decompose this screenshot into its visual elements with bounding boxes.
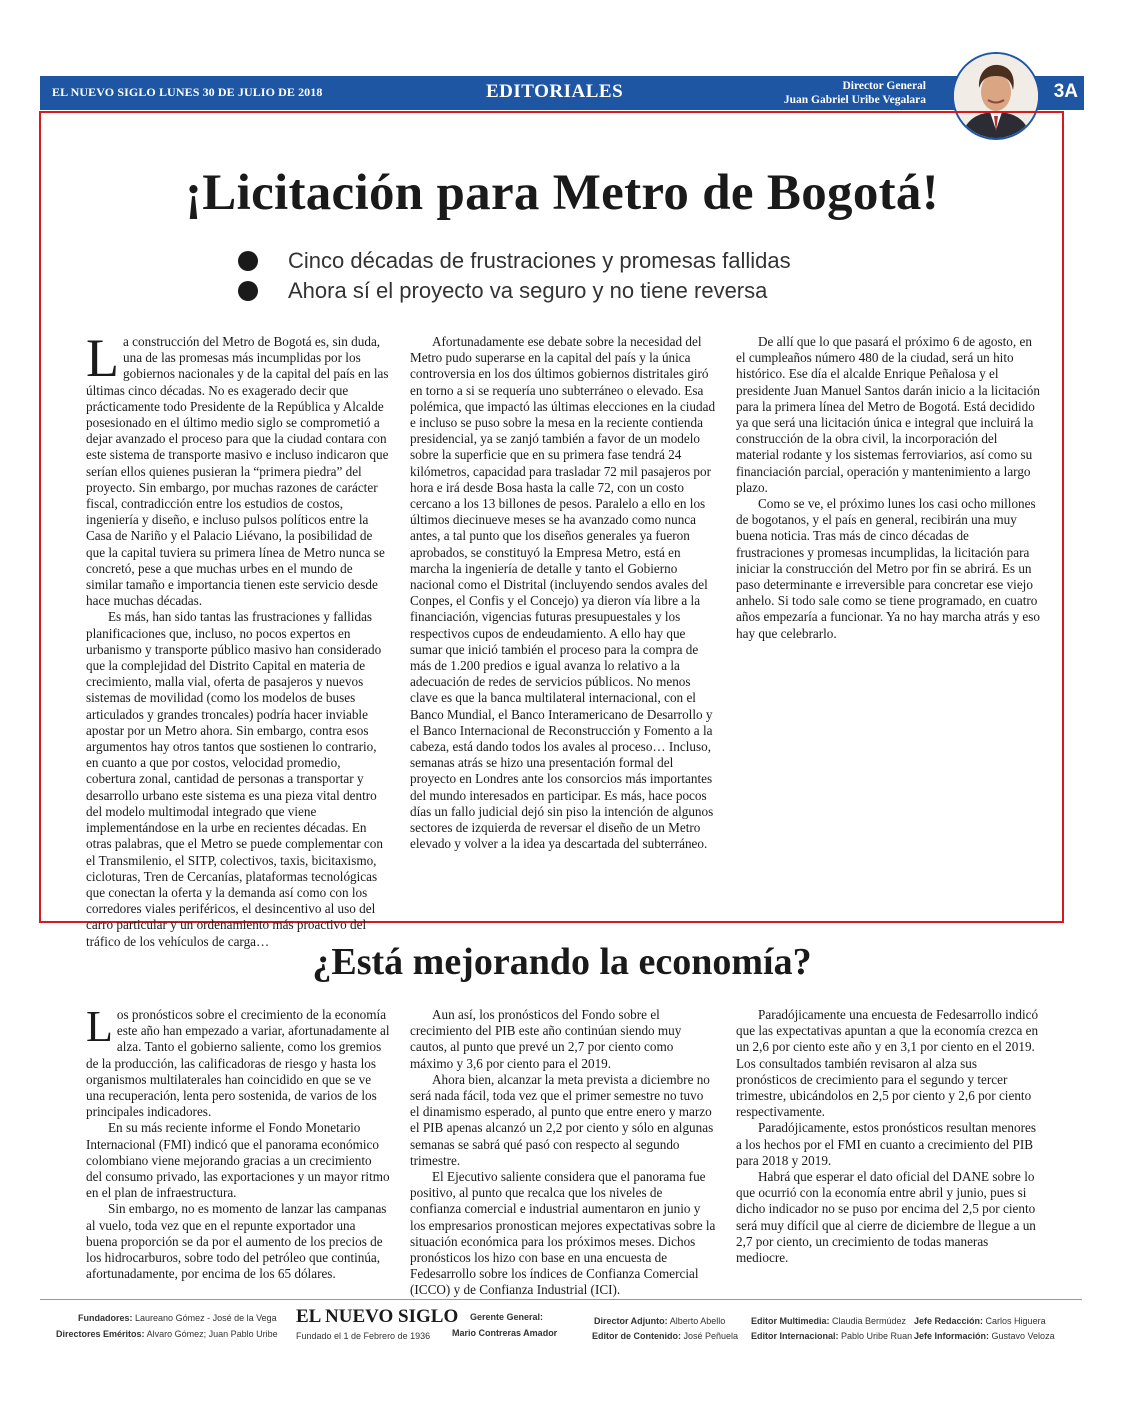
article-2-paragraph: Paradójicamente, estos pronósticos resultan menores a los hechos por el FMI en cuanto a crecimiento del PIB para 2018 y 2019. [736,1120,1036,1168]
footer-fundadores: Fundadores: Laureano Gómez - José de la Vega [78,1313,277,1323]
bullet-dot-icon [238,281,258,301]
article-2-paragraph: En su más reciente informe el Fondo Monetario Internacional (FMI) indicó que el panorama económico colombiano viene mejorando gracias a un crecimiento del consumo privado, las exportaciones y un mayor ritmo en el plan de infraestructura. [86,1120,390,1201]
article-1-paragraph: De allí que lo que pasará el próximo 6 de agosto, en el cumpleaños número 480 de la ciudad, será un hito histórico. Ese día el alcalde Enrique Peñalosa y el presidente Juan Manuel Santos darán inicio a la licitación para la primera línea del Metro de Bogotá. Está decidido ya que será una licitación única e integral que incluirá la construcción de la obra civil, la incorporación del material rodante y los sistemas ferroviarios, así como su financiación parcial, operación y mantenimiento a largo plazo. [736,334,1040,495]
footer-gerente: Mario Contreras Amador [452,1328,558,1338]
article-1-title: ¡Licitación para Metro de Bogotá! [185,165,939,221]
director-name: Juan Gabriel Uribe Vegalara [783,94,926,106]
article-2-paragraph: Habrá que esperar el dato oficial del DANE sobre lo que ocurrió con la economía entre abril y junio, pues si dicho indicador no se puso por encima del 2,5 por ciento será muy difícil que al cierre de diciembre de llegue a un 2,7 por ciento, un crecimiento de todas maneras mediocre. [736,1169,1036,1266]
page-number: 3A [1053,81,1078,102]
section-title: EDITORIALES [486,81,624,102]
article-2-paragraph: El Ejecutivo saliente considera que el panorama fue positivo, al punto que recalca que los niveles de confianza comercial e industrial aumentaron en junio y los empresarios pronostican mejores expectativas sobre la situación económica para los próximos meses. Dichos pronósticos los hizo con base en una encuesta de Fedesarrollo sobre los índices de Confianza Comercial (ICCO) y de Confianza Industrial (ICI). [410,1169,716,1298]
article-2-paragraph: Sin embargo, no es momento de lanzar las campanas al vuelo, toda vez que en el repunte exportador una buena proporción se da por el aumento de los precios de los hidrocarburos, sobre todo del petróleo que continúa, afortunadamente, por encima de los 65 dólares. [86,1201,387,1282]
article-2-title: ¿Está mejorando la economía? [312,941,812,983]
bullet-dot-icon [238,251,258,271]
subhead-item [238,276,791,306]
article-1-body [86,328,390,950]
article-2-column-1 [86,1002,390,1282]
drop-cap: L [86,328,119,388]
subhead-item [238,246,791,276]
subhead-text: Ahora sí el proyecto va seguro y no tiene reversa [288,278,768,303]
director-block [740,79,926,107]
footer-multimedia: Editor Multimedia: Claudia Bermúdez [751,1316,907,1326]
subhead-text: Cinco décadas de frustraciones y promesas fallidas [288,248,791,273]
article-2-paragraph: Aun así, los pronósticos del Fondo sobre el crecimiento del PIB este año continúan siendo muy cautos, al punto que prevé un 2,7 por ciento como máximo y 3,6 por ciento para el 2019. [410,1007,682,1071]
article-1-paragraph: Afortunadamente ese debate sobre la necesidad del Metro pudo superarse en la capital del país y la única controversia en los dos últimos gobiernos distritales giró en torno a si se requería uno subterráneo o elevado. Esa polémica, que impactó las últimas elecciones en la ciudad e incluso se puso sobre la mesa en la reciente contienda presidencial, ya se zanjó también a favor de un modelo sobre la superficie que en su primera fase tendrá 24 kilómetros, capacidad para trasladar 72 mil pasajeros por hora e irá desde Bosa hasta la calle 72, con un costo cercano a los 13 billones de pesos. Paralelo a ello en los últimos diecinueve meses se ha avanzado como nunca antes, a tal punto que los diseños generales ya fueron aprobados, se constituyó la Empresa Metro, está en marcha la ingeniería de detalle y tanto el Gobierno nacional como el Distrital (incluyendo sendos avales del Conpes, el Confis y el Concejo) ya dieron vía libre a la financiación, vigencias futuras presupuestales y los respectivos cupos de endeudamiento. A ello hay que sumar que inició también el proceso para la compra de más de 1.200 predios e igual avanza lo relativo a la adecuación de redes de servicios públicos. No menos clave es que la banca multilateral internacional, con el Banco Mundial, el Banco Interamericano de Desarrollo y el Banco Internacional de Reconstrucción y Fomento a la cabeza, está dando todos los avales al proceso… Incluso, semanas atrás se hizo una presentación formal del proyecto en Londres ante los consorcios más importantes del mundo interesados en participar. Es más, hace pocos días un fallo judicial dejó sin piso la intención de algunos sectores de izquierda de reversar el diseño de un Metro elevado y volver a la idea ya descartada del subterráneo. [410,334,716,852]
footer-contenido: Editor de Contenido: José Peñuela [592,1331,739,1341]
paper-date: EL NUEVO SIGLO LUNES 30 DE JULIO DE 2018 [52,85,323,99]
article-2-paragraph: Paradójicamente una encuesta de Fedesarrollo indicó que las expectativas apuntan a que la economía crezca en un 2,6 por ciento este año y en 3,1 por ciento en el 2019. Los consultados también revisaron al alza sus pronósticos de crecimiento para el segundo y tercer trimestre, ubicándolos en 2,5 por ciento y 2,6 por ciento respectivamente. [736,1007,1039,1120]
article-1-column-2 [410,334,716,853]
director-title: Director General [842,80,926,92]
footer-logo: EL NUEVO SIGLO [296,1306,459,1327]
article-1-paragraph: La construcción del Metro de Bogotá es, sin duda, una de las promesas más incumplidas por los gobiernos nacionales y de la capital del país en las últimas cinco décadas. No es exagerado decir que prácticamente todo Presidente de la República y Alcalde posesionado en el último medio siglo se comprometió a dejar avanzado el proceso para que la ciudad contara con este sistema de transporte masivo e incluso indicaron que serían ellos quienes pusieran la “primera piedra” del proyecto. Sin embargo, por muchas razones de carácter fiscal, contradicción entre los estudios de costos, ingeniería y diseño, e incluso pulsos políticos entre la Casa de Nariño y el Palacio Liévano, la posibilidad de que la capital tuviera su primera línea de Metro nunca se concretó, pese a que muchas urbes en el mundo de similar tamaño e importancia tienen este servicio desde hace muchas décadas. [86,328,389,609]
footer-divider [40,1299,1082,1300]
article-1-subheads [238,246,791,306]
article-2-paragraph: Los pronósticos sobre el crecimiento de la economía este año han empezado a variar, afortunadamente al alza. Tanto el gobierno saliente, como los gremios de la producción, las calificadoras de riesgo y hasta los organismos multilaterales han coincidido en que se ve una recuperación, lenta pero sostenida, de varios de los principales indicadores. [86,1002,390,1120]
article-1-paragraph: Es más, han sido tantas las frustraciones y fallidas planificaciones que, incluso, no pocos expertos en urbanismo y transporte público masivo han considerado que la complejidad del Distrito Capital en materia de crecimiento, malla vial, oferta de pasajeros y nuevos sistemas de movilidad (como los modelos de buses articulados y grandes troncales) podría hacer inviable apostar por un Metro ahora. Sin embargo, contra esos argumentos hay otros tantos que sostienen lo contrario, en cuanto a que por costos, velocidad promedio, cobertura zonal, cantidad de personas a transportar y desarrollo urbano este sistema es una pieza vital dentro del modelo multimodal integrado que viene implementándose en la urbe en recientes décadas. En otras palabras, que el Metro se puede complementar con el Transmilenio, el SITP, colectivos, taxis, bicitaxismo, cicloturas, Tren de Cercanías, plataformas tecnológicas que conectan la oferta y la demanda así como con los corredores viales periféricos, el desincentivo al uso del carro particular y un ordenamiento más proactivo del tráfico de los vehículos de carga… [86,609,383,949]
footer-emeritos: Directores Eméritos: Alvaro Gómez; Juan Pablo Uribe [56,1329,278,1339]
footer-adjunto: Director Adjunto: Alberto Abello [594,1316,726,1326]
footer-redaccion: Jefe Redacción: Carlos Higuera [914,1316,1046,1326]
header-bar [40,76,1084,110]
article-2-paragraph: Ahora bien, alcanzar la meta prevista a diciembre no será nada fácil, toda vez que el primer semestre no tuvo el dinamismo esperado, al punto que entre enero y marzo el PIB apenas alcanzó un 2,2 por ciento y sólo en algunas semanas se sabrá qué pasó con respecto al segundo trimestre. [410,1071,714,1168]
footer-gerente-label: Gerente General: [470,1312,544,1322]
article-1-paragraph: Como se ve, el próximo lunes los casi ocho millones de bogotanos, y el país en general, recibirán una muy buena noticia. Tras más de cinco décadas de frustraciones y promesas incumplidas, la licitación para iniciar la construcción del Metro por fin se abrirá. Es un paso determinante e irreversible para concretar ese viejo anhelo. Si todo sale como se tiene programado, en cuatro años empezaría a funcionar. Ya no hay marcha atrás y eso hay que celebrarlo. [736,496,1040,641]
article-2-column-2 [410,1007,716,1299]
footer-founded: Fundado el 1 de Febrero de 1936 [296,1331,431,1341]
footer-informacion: Jefe Información: Gustavo Veloza [914,1331,1055,1341]
article-2-column-3 [736,1007,1040,1266]
article-1-column-3 [736,334,1040,642]
drop-cap: L [86,1002,113,1051]
footer-internacional: Editor Internacional: Pablo Uribe Ruan [751,1331,913,1341]
